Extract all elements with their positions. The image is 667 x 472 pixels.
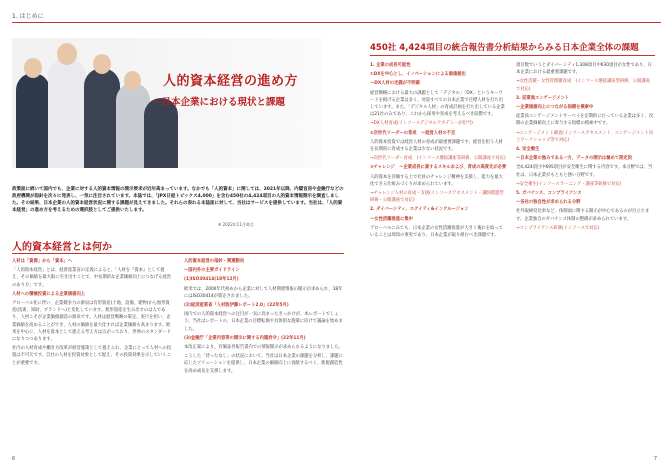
left-heading-text: 人的資本経営とは何か xyxy=(12,242,112,253)
left-column-1 xyxy=(12,258,172,369)
person-head xyxy=(124,71,141,90)
list-item-heading: (3)金融庁「企業内容等の開示に関する内閣府令」(22年11月) xyxy=(184,335,306,341)
subheading: 〜女性活躍推進に集中 xyxy=(370,216,413,222)
paragraph: 本改正案により、有価証券報告書内での情報開示が求められるようになりました。 xyxy=(184,345,343,351)
person-figure xyxy=(48,58,86,168)
paragraph: 国内での人的資本経営への注目が一気に高まったきっかけが、本レポートでしょう。当社はレポートの、日本企業の目標転換や具体的な施策に向けて議論を始めました。 xyxy=(184,312,343,332)
person-figure xyxy=(144,98,178,168)
person-figure xyxy=(84,68,120,168)
page-number-right: 7 xyxy=(653,456,657,462)
paragraph: 経営戦略における最大の課題として「デジタル」「DX」というキーワードを掲げる企業は多く、対話すべての日本企業で目標人材を打ち出しています。また、「デジタル人材」の育成計画を打ち出している企業は21社のみであり、これから採用や育成を考えるべき段階です。 xyxy=(370,90,505,118)
right-section-heading xyxy=(370,40,655,56)
subheading: 〜日本企業の強みである一方、データの開示は極めて限定的 xyxy=(516,156,633,162)
subheading: 3. 従業員エンゲージメント xyxy=(516,95,570,101)
service-link[interactable]: →コンプライアンス研修(インソースで対応) xyxy=(516,225,600,231)
paragraph: 「人的資本経営」とは、経済産業省の定義によると、「人材を『資本』として捉え、その価値を最大限に引き出すことで、中長期的な企業価値向上につなげる経営のあり方」です。 xyxy=(12,268,172,288)
paragraph: こうした「待ったなし」の状況において、当社は日本企業の課題を分析し、課題に応じたソリューションを提供し、日本企業の価値向上に貢献するべく、新規創造性を高め成長を支援します。 xyxy=(184,354,343,374)
subheading: ③チャレンジ 〜企業成長に資するスキルおよび、育成の高度化が必要 xyxy=(370,165,507,171)
subheading: ①DXを中心とし、イノベーションによる価値創出 xyxy=(370,72,466,78)
service-link[interactable]: →安全衛生(インソースラーニング・講座等研修で対応) xyxy=(516,181,622,187)
paragraph: 人的資本を評価する上で社員のチャレンジ精神を支援し、能力を最大化できる仕組みづくりが求められています。 xyxy=(370,174,503,187)
page-number-left: 6 xyxy=(12,456,16,462)
service-link[interactable]: →DX人材育成(インソースデジタルアカデミーが担当) xyxy=(370,121,473,127)
subheading: 〜企業価値向上につながる指標を模索中 xyxy=(516,105,594,111)
list-item-heading: (2)経済産業省「人材版伊藤レポート2.0」(22年5月) xyxy=(184,303,289,309)
subheading: 5. ガバナンス、コンプライアンス xyxy=(516,191,582,197)
right-column-1 xyxy=(370,62,507,241)
paragraph: 項目数でいうとダイバーシティ1,308項目中630項目が女性であり、日本企業における最重要課題です。 xyxy=(516,63,652,76)
left-section-heading xyxy=(12,236,344,254)
paragraph: グローバルにみても、日本企業の女性活躍推進が大きく後れを取っていることは周知の事実であり、日本企業が取り組むべき課題です。 xyxy=(370,225,503,239)
person-figure xyxy=(16,73,50,168)
paragraph: 社内の人材育成や働き方改革が経営施策として捉えられ、企業にとって人材への投資は不可欠です。自社の人材を投資対象として捉え、その投資効果を示していくことが重要です。 xyxy=(12,346,172,366)
paragraph: 社外取締役比率など、体制面に関する開示が中心であるのが目立ちます。企業独自のガバナンス体制の整備が求められています。 xyxy=(516,209,650,222)
subheading: 人材は「資源」から「資本」へ xyxy=(12,259,73,264)
paragraph: 欧米では、2000年代初めから企業に対して人材関連情報の開示が求められ、18年にはISO30414が策定されました。 xyxy=(184,286,343,299)
subheading: 〜DX人材の定義が不明確 xyxy=(370,81,420,87)
subheading: 〜国内外の主要ガイドライン xyxy=(184,268,240,274)
section-label: 1. はじめに xyxy=(12,13,44,20)
right-heading-text: 450社 4,424項目の統合報告書分析結果からみる日本企業全体の課題 xyxy=(370,43,639,53)
hero-title: 人的資本経営の進め方 xyxy=(163,74,299,89)
service-link[interactable]: →女性活躍・女性管理職育成 (インソース選抜講座型研修、公開講座で対応) xyxy=(516,79,650,92)
person-head xyxy=(24,58,42,78)
hero-subtitle: 〜日本企業における現状と課題 xyxy=(152,97,286,108)
person-head xyxy=(57,43,77,65)
list-item-heading: (1)ISO30414(18年12月) xyxy=(184,277,239,283)
paragraph: 従業員エンゲージメントサーベイを定期的に行っている企業は多く、次期の企業価値向上に寄与する指標の模索中です。 xyxy=(516,114,654,127)
subheading: 人的資本経営の指針・関連動向 xyxy=(184,259,245,264)
paragraph: グローバル化に伴い、企業競争力の源泉は有形資産(土地、設備、建物)から無形資産(技術、知財、ブランドへ)と変化しています。無形資産を生み出すのは人であり、人材こそが企業価値創造の源泉です。人材は経営戦略の策定、実行を担い、企業価値を高めることができ、人材の価値を最大化すれば企業価値も高まります。欧米を中心に、人材を資本として捉える考え方は広がっており、世界のスタンダードになりつつあります。 xyxy=(12,301,171,343)
service-link[interactable]: →エンゲージメント調査(インソースアセスメント、エンゲージメント向上ワークショップ等で対応) xyxy=(516,130,654,143)
person-head xyxy=(93,54,111,74)
subheading: 2. ダイバーシティ、エクイティ&インクルージョン xyxy=(370,207,469,213)
subheading: 1. 企業の成長可能性 xyxy=(370,63,411,68)
paragraph: 人的資本投資では経営人材の育成が最重要課題です。経営を担う人材を長期的に育成する企業は少ない状況です。 xyxy=(370,139,503,153)
subheading: 人材への積極投資による企業価値向上 xyxy=(12,291,86,297)
paragraph: 全4,424項目中695項目が安全衛生に関する内容です。本分野では、当社は、日本企業がもともと強い分野です。 xyxy=(516,165,653,178)
subheading: ②次世代リーダーの育成 〜経営人材の不足 xyxy=(370,130,456,136)
page-header xyxy=(0,0,667,30)
subheading: 〜各社の独自性が求められる分野 xyxy=(516,200,581,206)
service-link[interactable]: →チャレンジ人材の育成・支援(インソースアセスメント・講師派遣型研修・公開講座で対応) xyxy=(370,191,504,204)
intro-text: 政策面に続いて国内でも、企業に対する人的資本情報の開示要求が近年高まっています。なかでも「人的資本」に関しては、2021年以降、内閣官房や金融庁などの政府機関が指針を次々に発表し、一気に注目されています。本誌では、「JPX日経トピックス4,000」を含む450社の4,424項目の人的資本情報開示を調査しました。その結果、日本企業の人的資本経営状況に関する課題が見えてきました。それらの表れる本誌面に対して、当社はサービスを提供しています。当社は、「人的資本経営」の進め方を考えるための選択肢としてご提供いたします。 xyxy=(12,187,344,213)
service-link[interactable]: →次世代リーダー育成 (インソース選抜講座等研修、公開講座で対応) xyxy=(370,156,506,162)
intro-caption: ※ 2022年11月時点 xyxy=(218,222,254,227)
header-rule xyxy=(12,22,661,23)
left-column-2 xyxy=(184,258,344,377)
right-column-2 xyxy=(516,62,654,234)
subheading: 4. 安全衛生 xyxy=(516,147,540,153)
